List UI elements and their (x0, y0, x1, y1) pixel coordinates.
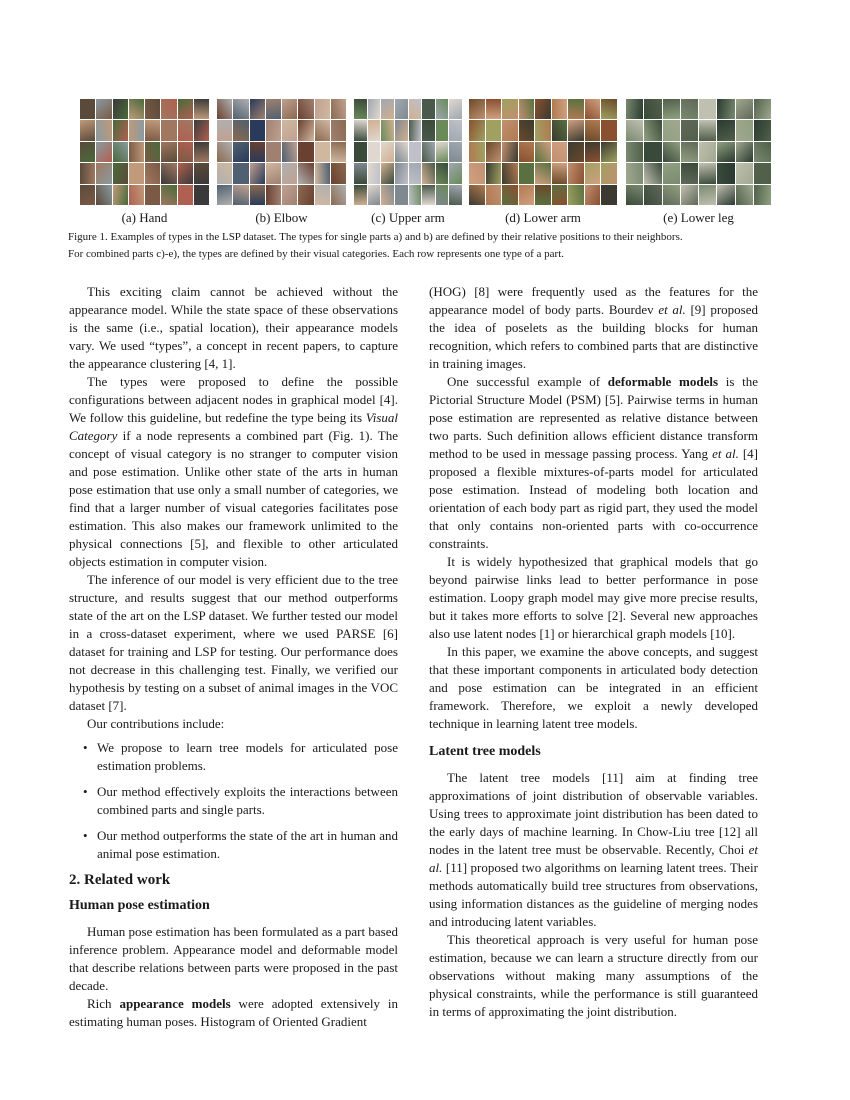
thumbnail-image (422, 99, 435, 119)
thumbnail-image (381, 120, 394, 140)
list-item (69, 783, 398, 819)
thumbnail-image (626, 185, 643, 205)
thumbnail-image (449, 120, 462, 140)
thumbnail-image (717, 185, 734, 205)
thumbnail-image (217, 99, 232, 119)
thumbnail-image (395, 163, 408, 183)
thumbnail-image (315, 142, 330, 162)
thumbnail-image (266, 185, 281, 205)
thumbnail-image (233, 163, 248, 183)
thumbnail-image (266, 163, 281, 183)
thumbnail-image (250, 142, 265, 162)
thumbnail-image (80, 163, 95, 183)
list-item-text: We propose to learn tree models for articulated pose estimation problems. (97, 740, 398, 773)
thumbnail-image (519, 163, 535, 183)
text-run: The types were proposed to define the possible configurations between adjacent nodes in graphical model [4]. We follow this guideline, but redefine the type being its (69, 374, 398, 425)
thumbnail-image (486, 120, 502, 140)
thumbnail-image (354, 185, 367, 205)
thumbnail-image (519, 142, 535, 162)
thumbnail-image (626, 99, 643, 119)
thumbnail-image (535, 163, 551, 183)
thumbnail-image (502, 163, 518, 183)
thumbnail-image (315, 99, 330, 119)
thumbnail-image (217, 142, 232, 162)
thumbnail-image (736, 120, 753, 140)
thumbnail-image (395, 142, 408, 162)
thumbnail-image (436, 120, 449, 140)
thumbnail-image (178, 120, 193, 140)
thumbnail-image (331, 99, 346, 119)
thumbnail-image (266, 142, 281, 162)
paragraph: The inference of our model is very efficient due to the tree structure, and results suggest that our method outperforms state of the art on the LSP dataset. We further tested our model in a cross-dataset experiment, where we used PARSE [6] dataset for training and LSP for testing. Our performance does not decrease in this challenging test. Finally, we verified our hypothesis by testing on a subset of animal images in the VOC dataset [7]. (69, 572, 398, 713)
thumbnail-image (601, 163, 617, 183)
thumbnail-image (601, 185, 617, 205)
thumbnail-image (145, 163, 160, 183)
thumbnail-image (233, 99, 248, 119)
thumbnail-image (161, 142, 176, 162)
list-item (69, 827, 398, 863)
thumbnail-image (422, 142, 435, 162)
thumbnail-image (717, 163, 734, 183)
thumbnail-image (486, 99, 502, 119)
paragraph (429, 373, 758, 553)
thumbnail-image (585, 142, 601, 162)
list-item-text: Our method outperforms the state of the art in human and animal pose estimation. (97, 828, 398, 861)
thumbnail-image (585, 99, 601, 119)
thumbnail-image (80, 185, 95, 205)
thumbnail-image (161, 99, 176, 119)
thumbnail-image (601, 99, 617, 119)
thumbnail-image (217, 163, 232, 183)
thumbnail-image (161, 163, 176, 183)
thumbnail-image (354, 163, 367, 183)
thumbnail-image (681, 163, 698, 183)
thumbnail-image (266, 99, 281, 119)
thumbnail-image (663, 142, 680, 162)
text-run: The latent tree models [11] aim at finding tree approximations of joint distribution of observable variables. Using trees to approximate joint distribution has been dated to the early days of machine learning. In Chow-Liu tree [12] all nodes in the latent tree must be observable. Recently, Choi (429, 770, 758, 857)
thumbnail-image (395, 120, 408, 140)
thumbnail-image (409, 99, 422, 119)
thumbnail-image (145, 99, 160, 119)
thumbnail-image (663, 163, 680, 183)
thumbnail-image (331, 185, 346, 205)
thumbnail-image (80, 99, 95, 119)
thumbnail-image (585, 120, 601, 140)
emphasis: Visual Category (69, 410, 398, 443)
thumbnail-image (298, 120, 313, 140)
thumbnail-image (568, 99, 584, 119)
thumbnail-image (449, 142, 462, 162)
thumbnail-image (368, 185, 381, 205)
thumbnail-image (568, 142, 584, 162)
thumbnail-image (233, 142, 248, 162)
thumbnail-image (644, 163, 661, 183)
subfigure-label-hand: (a) Hand (121, 210, 168, 225)
thumbnail-image (96, 99, 111, 119)
thumbnail-image (161, 185, 176, 205)
thumbnail-image (331, 142, 346, 162)
thumbnail-image (161, 120, 176, 140)
thumbnail-image (535, 99, 551, 119)
thumbnail-image (585, 163, 601, 183)
thumbnail-image (535, 120, 551, 140)
paragraph: In this paper, we examine the above concepts, and suggest that these important components in articulated body detection and pose estimation can be integrated in an efficient framework. Therefore, we exploit a newly developed technique in learning latent tree models. (429, 644, 758, 731)
thumbnail-image (644, 99, 661, 119)
list-item (69, 739, 398, 775)
thumbnail-image (250, 163, 265, 183)
text-run: is the Pictorial Structure Model (PSM) [5]. Pairwise terms in human pose estimation are represented as relative distance between two parts. Such definition allows efficient distance transform method to be used in message passing process. Yang (429, 374, 758, 461)
thumbnail-image (178, 185, 193, 205)
thumbnail-image (381, 163, 394, 183)
thumbnail-image (368, 120, 381, 140)
paragraph: Human pose estimation has been formulated as a part based inference problem. Appearance model and deformable model that describe relations between parts were proposed in the past decade. (69, 924, 398, 993)
thumbnail-image (80, 120, 95, 140)
image-grid (469, 99, 617, 205)
text-run: Rich (87, 996, 120, 1011)
thumbnail-image (409, 142, 422, 162)
thumbnail-image (568, 120, 584, 140)
thumbnail-image (178, 142, 193, 162)
thumbnail-image (250, 185, 265, 205)
thumbnail-image (331, 120, 346, 140)
caption-line-1: Figure 1. Examples of types in the LSP dataset. The types for single parts a) and b) are defined by their relative positions to their neighbors. (68, 231, 683, 243)
thumbnail-image (502, 185, 518, 205)
thumbnail-image (298, 142, 313, 162)
list-item-text: Our method effectively exploits the interactions between combined parts and single parts. (97, 784, 398, 817)
thumbnail-image (519, 99, 535, 119)
thumbnail-image (217, 185, 232, 205)
thumbnail-image (535, 185, 551, 205)
thumbnail-image (552, 163, 568, 183)
thumbnail-image (469, 120, 485, 140)
thumbnail-image (129, 185, 144, 205)
thumbnail-image (96, 120, 111, 140)
thumbnail-image (178, 99, 193, 119)
text-run: (HOG) [8] were frequently used as the features for the appearance model of body parts. Bourdev (429, 284, 758, 317)
image-grid (354, 99, 462, 205)
thumbnail-image (282, 142, 297, 162)
thumbnail-image (381, 142, 394, 162)
thumbnail-image (113, 99, 128, 119)
thumbnail-image (145, 142, 160, 162)
subsection-heading: Human pose estimation (69, 898, 210, 913)
thumbnail-image (266, 120, 281, 140)
emphasis: et al. (658, 302, 686, 317)
thumbnail-image (409, 163, 422, 183)
thumbnail-image (381, 185, 394, 205)
thumbnail-image (663, 120, 680, 140)
thumbnail-image (469, 99, 485, 119)
thumbnail-image (552, 99, 568, 119)
thumbnail-image (422, 120, 435, 140)
subsection-heading: Latent tree models (429, 744, 541, 759)
thumbnail-image (626, 120, 643, 140)
thumbnail-image (717, 142, 734, 162)
image-grid (626, 99, 771, 205)
thumbnail-image (568, 185, 584, 205)
thumbnail-image (354, 142, 367, 162)
thumbnail-image (80, 142, 95, 162)
thumbnail-image (486, 163, 502, 183)
thumbnail-image (681, 185, 698, 205)
thumbnail-image (96, 185, 111, 205)
thumbnail-image (754, 99, 771, 119)
thumbnail-image (502, 120, 518, 140)
thumbnail-image (282, 99, 297, 119)
thumbnail-image (754, 120, 771, 140)
figure-panel-upper-arm (354, 99, 462, 205)
bold-term: appearance models (119, 996, 231, 1011)
thumbnail-image (644, 120, 661, 140)
thumbnail-image (736, 99, 753, 119)
thumbnail-image (681, 120, 698, 140)
thumbnail-image (754, 163, 771, 183)
thumbnail-image (96, 142, 111, 162)
thumbnail-image (178, 163, 193, 183)
thumbnail-image (601, 142, 617, 162)
right-column (429, 283, 758, 1021)
thumbnail-image (282, 185, 297, 205)
thumbnail-image (368, 142, 381, 162)
thumbnail-image (368, 99, 381, 119)
thumbnail-image (298, 163, 313, 183)
thumbnail-image (129, 99, 144, 119)
image-grid (217, 99, 346, 205)
text-run: One successful example of (447, 374, 608, 389)
thumbnail-image (644, 185, 661, 205)
paragraph: Our contributions include: (87, 716, 225, 731)
thumbnail-image (568, 163, 584, 183)
thumbnail-image (626, 163, 643, 183)
text-run: [11] proposed two algorithms on learning latent trees. Their methods automatically build tree structures from observations, using information distances as the guideline of merging nodes and introducing latent variables. (429, 860, 758, 929)
thumbnail-image (145, 185, 160, 205)
thumbnail-image (754, 185, 771, 205)
thumbnail-image (502, 142, 518, 162)
thumbnail-image (113, 142, 128, 162)
thumbnail-image (282, 163, 297, 183)
paragraph: This exciting claim cannot be achieved without the appearance model. While the state space of these observations is the same (i.e., spatial location), their appearance models vary. We used “types”, a concept in recent papers, to capture the appearance clustering [4, 1]. (69, 284, 398, 371)
thumbnail-image (381, 99, 394, 119)
figure-panel-hand (80, 99, 209, 205)
thumbnail-image (663, 99, 680, 119)
figure-panel-lower-arm (469, 99, 617, 205)
thumbnail-image (699, 142, 716, 162)
figure-caption (68, 229, 783, 263)
thumbnail-image (717, 120, 734, 140)
thumbnail-image (298, 99, 313, 119)
bullet-icon: • (83, 828, 88, 843)
text-run: [4] proposed a flexible mixtures-of-parts model for articulated pose estimation. Instead of modeling both location and orientation of each body part as rigid part, they used the model that only contains non-oriented parts with co-occurrence constraints. (429, 446, 758, 551)
thumbnail-image (699, 163, 716, 183)
paragraph (429, 283, 758, 373)
paragraph (69, 995, 398, 1031)
thumbnail-image (331, 163, 346, 183)
thumbnail-image (368, 163, 381, 183)
thumbnail-image (601, 120, 617, 140)
thumbnail-image (354, 99, 367, 119)
figure-panel-elbow (217, 99, 346, 205)
thumbnail-image (217, 120, 232, 140)
thumbnail-image (699, 99, 716, 119)
thumbnail-image (436, 142, 449, 162)
figure-panel-lower-leg (626, 99, 771, 205)
text-run: if a node represents a combined part (Fig. 1). The concept of visual category is no stranger to computer vision and pose estimation. Unlike other state of the arts in human pose estimation that use only a small number of categories, we find that a larger number of visual categories facilitates pose estimation. This also makes our framework unlimited to the physical connections [5], and flexible to other articulated objects estimation in computer vision. (69, 428, 398, 569)
thumbnail-image (436, 185, 449, 205)
thumbnail-image (535, 142, 551, 162)
thumbnail-image (113, 120, 128, 140)
thumbnail-image (681, 99, 698, 119)
thumbnail-image (552, 185, 568, 205)
paragraph: This theoretical approach is very useful for human pose estimation, because we can learn a structure directly from our observations without making many assumptions of the physical constraints, while the performance is still guaranteed in terms of approximating the joint distribution. (429, 932, 758, 1019)
thumbnail-image (736, 163, 753, 183)
thumbnail-image (699, 120, 716, 140)
thumbnail-image (113, 163, 128, 183)
thumbnail-image (552, 142, 568, 162)
thumbnail-image (194, 120, 209, 140)
thumbnail-image (436, 163, 449, 183)
bold-term: deformable models (607, 374, 719, 389)
contribution-list (69, 739, 398, 863)
thumbnail-image (626, 142, 643, 162)
thumbnail-image (552, 120, 568, 140)
thumbnail-image (409, 185, 422, 205)
thumbnail-image (194, 142, 209, 162)
bullet-icon: • (83, 740, 88, 755)
section-heading: 2. Related work (69, 872, 171, 888)
thumbnail-image (519, 120, 535, 140)
thumbnail-image (129, 120, 144, 140)
thumbnail-image (663, 185, 680, 205)
subfigure-label-lower-arm: (d) Lower arm (505, 210, 581, 225)
thumbnail-image (194, 163, 209, 183)
thumbnail-image (282, 120, 297, 140)
thumbnail-image (233, 185, 248, 205)
thumbnail-image (298, 185, 313, 205)
thumbnail-image (315, 185, 330, 205)
thumbnail-image (699, 185, 716, 205)
thumbnail-image (113, 185, 128, 205)
thumbnail-image (717, 99, 734, 119)
paragraph (69, 373, 398, 571)
thumbnail-image (422, 163, 435, 183)
bullet-icon: • (83, 784, 88, 799)
thumbnail-image (469, 142, 485, 162)
thumbnail-image (736, 142, 753, 162)
thumbnail-image (585, 185, 601, 205)
image-grid (80, 99, 209, 205)
thumbnail-image (395, 99, 408, 119)
thumbnail-image (250, 120, 265, 140)
thumbnail-image (736, 185, 753, 205)
emphasis: et al. (712, 446, 739, 461)
thumbnail-image (486, 142, 502, 162)
thumbnail-image (502, 99, 518, 119)
thumbnail-image (194, 185, 209, 205)
subfigure-label-upper-arm: (c) Upper arm (371, 210, 445, 225)
thumbnail-image (409, 120, 422, 140)
thumbnail-image (233, 120, 248, 140)
thumbnail-image (422, 185, 435, 205)
thumbnail-image (129, 142, 144, 162)
thumbnail-image (354, 120, 367, 140)
thumbnail-image (145, 120, 160, 140)
left-column (69, 283, 398, 1031)
thumbnail-image (395, 185, 408, 205)
caption-line-2: For combined parts c)-e), the types are defined by their visual categories. Each row represents one type of a part. (68, 248, 565, 260)
thumbnail-image (449, 185, 462, 205)
paragraph (429, 769, 758, 931)
text-run: [9] proposed the idea of poselets as the building blocks for human recognition, which refers to combined parts that are distinctive in training images. (429, 302, 758, 371)
thumbnail-image (644, 142, 661, 162)
thumbnail-image (754, 142, 771, 162)
thumbnail-image (469, 185, 485, 205)
text-run: were adopted extensively in estimating human poses. Histogram of Oriented Gradient (69, 996, 398, 1029)
thumbnail-image (129, 163, 144, 183)
thumbnail-image (486, 185, 502, 205)
thumbnail-image (194, 99, 209, 119)
subfigure-label-elbow: (b) Elbow (255, 210, 308, 225)
thumbnail-image (315, 163, 330, 183)
thumbnail-image (449, 163, 462, 183)
thumbnail-image (469, 163, 485, 183)
paragraph: It is widely hypothesized that graphical models that go beyond pairwise links lead to better performance in pose estimation. Loopy graph model may give more precise results, but it takes more efforts to solve [2]. Several new approaches also use latent nodes [1] or hierarchical graph models [10]. (429, 554, 758, 641)
thumbnail-image (519, 185, 535, 205)
thumbnail-image (449, 99, 462, 119)
emphasis: et al. (429, 842, 758, 875)
thumbnail-image (436, 99, 449, 119)
thumbnail-image (250, 99, 265, 119)
subfigure-label-lower-leg: (e) Lower leg (663, 210, 734, 225)
thumbnail-image (315, 120, 330, 140)
thumbnail-image (96, 163, 111, 183)
thumbnail-image (681, 142, 698, 162)
